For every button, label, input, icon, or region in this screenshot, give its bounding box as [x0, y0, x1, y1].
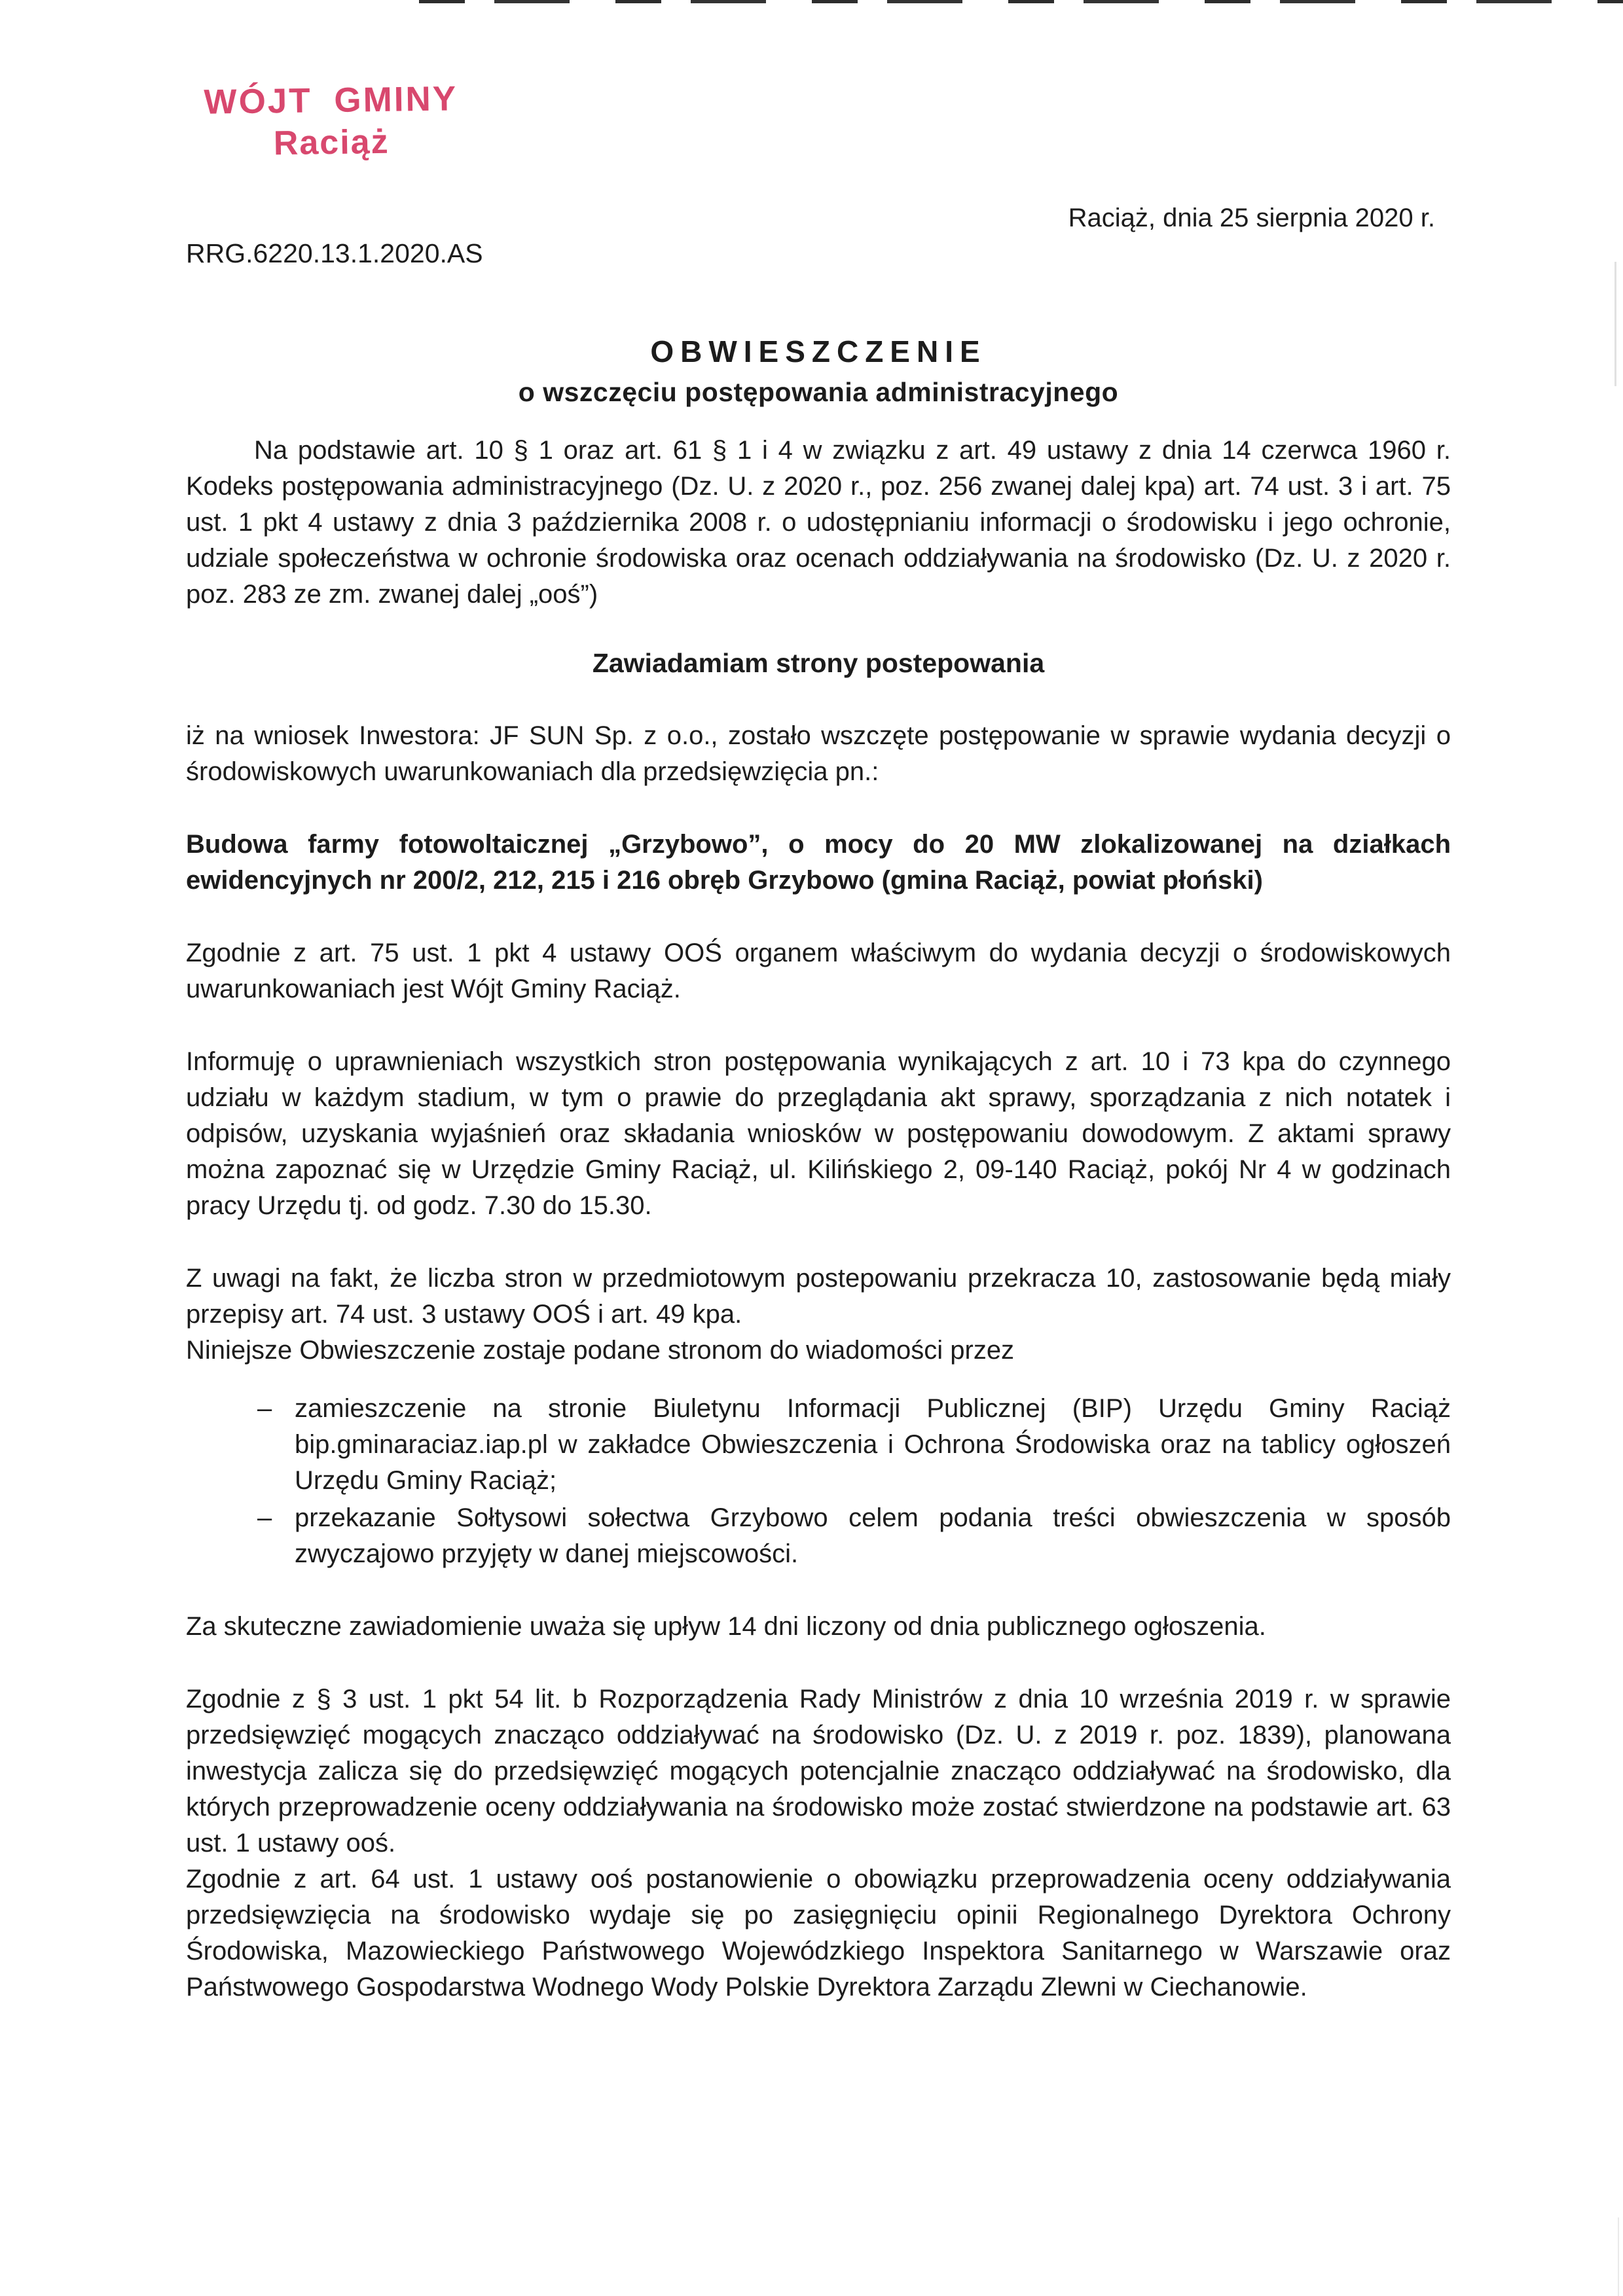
paragraph-project-name: Budowa farmy fotowoltaicznej „Grzybowo”, o mocy do 20 MW zlokalizowanej na działkach ewidencyjnych nr 200/2, 212, 215 i 216 obręb Grzybowo (gmina Raciąż, powiat płoński) — [186, 830, 1451, 895]
paragraph-regulation-classification: Zgodnie z § 3 ust. 1 pkt 54 lit. b Rozporządzenia Rady Ministrów z dnia 10 września 2019 r. w sprawie przedsięwzięć mogących znacząco oddziaływać na środowisko (Dz. U. z 2019 r. poz. 1839), planowana inwestycja zalicza się do przedsięwzięć mogących potencjalnie znacząco oddziaływać na środowisko, dla których przeprowadzenie oceny oddziaływania na środowisko może zostać stwierdzone na podstawie art. 63 ust. 1 ustawy ooś. — [186, 1685, 1451, 1857]
case-reference-number: RRG.6220.13.1.2020.AS — [186, 238, 483, 268]
document-title: OBWIESZCZENIE — [650, 334, 987, 368]
list-item — [257, 1500, 1451, 1572]
document-subtitle: o wszczęciu postępowania administracyjnego — [518, 377, 1119, 407]
paragraph-effective-notice: Za skuteczne zawiadomienie uważa się upływ 14 dni liczony od dnia publicznego ogłoszenia. — [186, 1612, 1266, 1641]
paragraph-announcement-method-intro: Niniejsze Obwieszczenie zostaje podane stronom do wiadomości przez — [186, 1336, 1015, 1365]
list-item-text: przekazanie Sołtysowi sołectwa Grzybowo celem podania treści obwieszczenia w sposób zwyczajowo przyjęty w danej miejscowości. — [295, 1503, 1451, 1568]
dash-bullet-icon: – — [257, 1503, 272, 1532]
paragraph-parties-count: Z uwagi na fakt, że liczba stron w przedmiotowym postepowaniu przekracza 10, zastosowanie będą miały przepisy art. 74 ust. 3 ustawy OOŚ i art. 49 kpa. — [186, 1264, 1451, 1329]
heading-notice-parties: Zawiadamiam strony postepowania — [592, 648, 1045, 678]
paragraph-required-opinions: Zgodnie z art. 64 ust. 1 ustawy ooś postanowienie o obowiązku przeprowadzenia oceny oddziaływania przedsięwzięcia na środowisko wydaje się po zasięgnięciu opinii Regionalnego Dyrektora Ochrony Środowiska, Mazowieckiego Państwowego Wojewódzkiego Inspektora Sanitarnego w Warszawie oraz Państwowego Gospodarstwa Wodnego Wody Polskie Dyrektora Zarządu Zlewni w Ciechanowie. — [186, 1865, 1451, 2001]
scan-edge-artifact-bottom-right — [1618, 2217, 1619, 2296]
announcement-methods-list — [186, 1391, 1451, 1572]
document-body — [186, 0, 1451, 2005]
paragraph-request-intro: iż na wniosek Inwestora: JF SUN Sp. z o.o., zostało wszczęte postępowanie w sprawie wydania decyzji o środowiskowych uwarunkowaniach dla przedsięwzięcia pn.: — [186, 721, 1451, 786]
paragraph-legal-basis: Na podstawie art. 10 § 1 oraz art. 61 § 1 i 4 w związku z art. 49 ustawy z dnia 14 czerwca 1960 r. Kodeks postępowania administracyjnego (Dz. U. z 2020 r., poz. 256 zwanej dalej kpa) art. 74 ust. 3 i art. 75 ust. 1 pkt 4 ustawy z dnia 3 października 2008 r. o udostępnianiu informacji o środowisku i jego ochronie, udziale społeczeństwa w ochronie środowiska oraz ocenach oddziaływania na środowisko (Dz. U. z 2020 r. poz. 283 ze zm. zwanej dalej „ooś”) — [186, 436, 1451, 609]
paragraph-parties-rights: Informuję o uprawnieniach wszystkich stron postępowania wynikających z art. 10 i 73 kpa do czynnego udziału w każdym stadium, w tym o prawie do przeglądania akt sprawy, sporządzania z nich notatek i odpisów, uzyskania wyjaśnień oraz składania wniosków w postępowaniu dowodowym. Z aktami sprawy można zapoznać się w Urzędzie Gminy Raciąż, ul. Kilińskiego 2, 09-140 Raciąż, pokój Nr 4 w godzinach pracy Urzędu tj. od godz. 7.30 do 15.30. — [186, 1047, 1451, 1220]
stamp-office-name: WÓJT GMINY — [204, 79, 458, 122]
stamp-locality: Raciąż — [273, 122, 390, 163]
scan-edge-artifact-right — [1614, 262, 1616, 386]
place-and-date: Raciąż, dnia 25 sierpnia 2020 r. — [1068, 204, 1435, 232]
paragraph-competent-authority: Zgodnie z art. 75 ust. 1 pkt 4 ustawy OOŚ organem właściwym do wydania decyzji o środowiskowych uwarunkowaniach jest Wójt Gminy Raciąż. — [186, 939, 1451, 1003]
dash-bullet-icon: – — [257, 1394, 272, 1423]
list-item — [257, 1391, 1451, 1499]
list-item-text: zamieszczenie na stronie Biuletynu Informacji Publicznej (BIP) Urzędu Gminy Raciąż bip.gminaraciaz.iap.pl w zakładce Obwieszczenia i Ochrona Środowiska oraz na tablicy ogłoszeń Urzędu Gminy Raciąż; — [295, 1394, 1451, 1495]
